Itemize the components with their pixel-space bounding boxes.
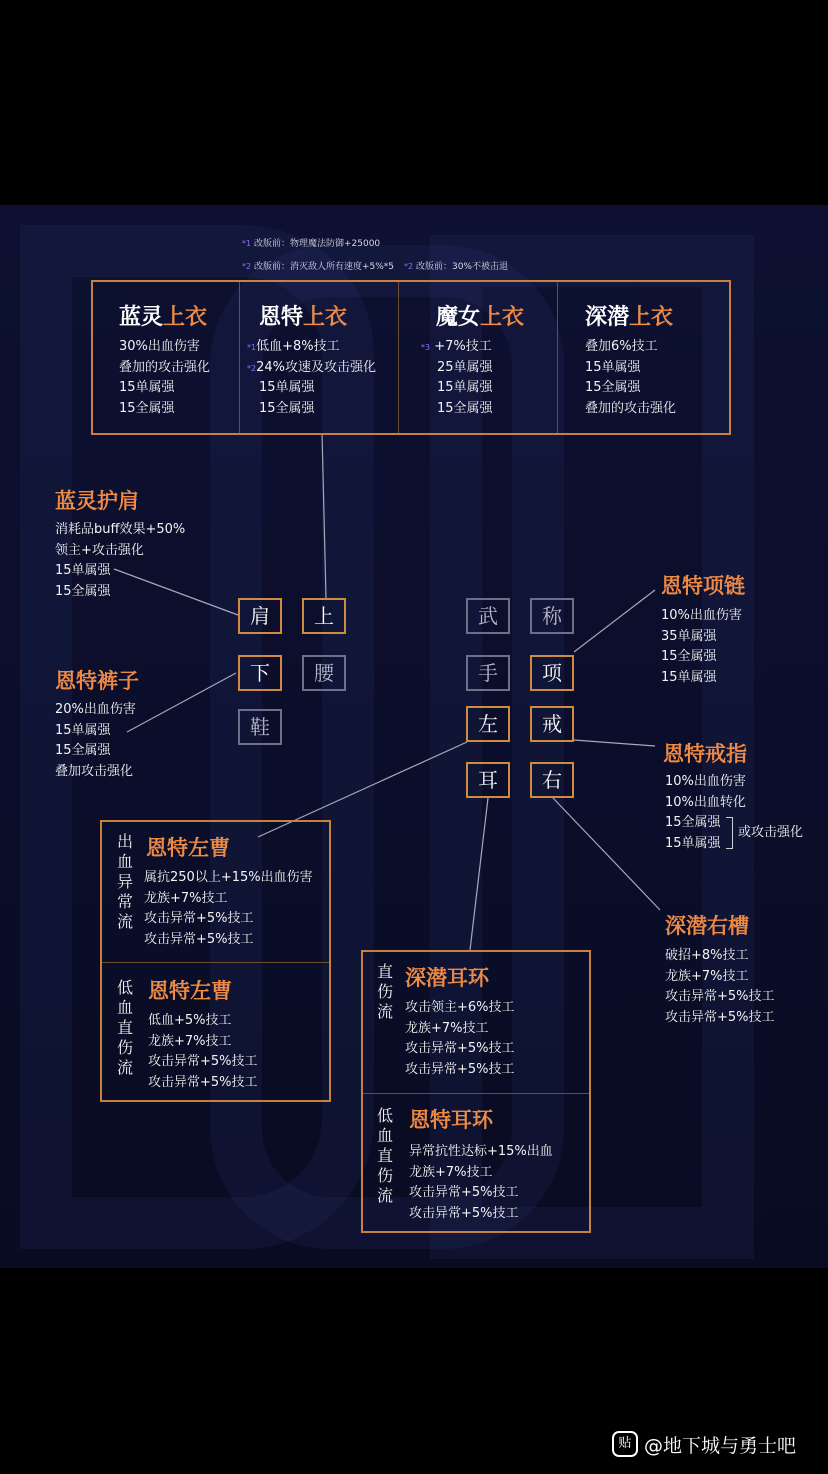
slot-ear[interactable]: 耳 bbox=[466, 762, 510, 798]
build-label: 低血直伤流 bbox=[376, 1106, 393, 1205]
pants-stats: 20%出血伤害 15单属强 15全属强 叠加攻击强化 bbox=[55, 702, 136, 779]
slot-ring[interactable]: 戒 bbox=[530, 706, 574, 742]
slot-top[interactable]: 上 bbox=[302, 598, 346, 634]
slot-weapon[interactable]: 武 bbox=[466, 598, 510, 634]
top-armor-stats: 叠加6%技工 15单属强 15全属强 叠加的攻击强化 bbox=[585, 339, 677, 416]
watermark-text: @地下城与勇士吧 bbox=[644, 1434, 797, 1457]
ring-note-bracket bbox=[726, 817, 733, 849]
ring-title: 恩特戒指 bbox=[663, 742, 747, 766]
left-slot-box bbox=[100, 820, 331, 1102]
left-slot-title: 恩特左曹 bbox=[148, 979, 232, 1003]
slot-necklace[interactable]: 项 bbox=[530, 655, 574, 691]
right-slot-title: 深潜右槽 bbox=[665, 914, 749, 938]
shoulder-stats: 消耗品buff效果+50% 领主+攻击强化 15单属强 15全属强 bbox=[55, 522, 186, 599]
slot-pants[interactable]: 下 bbox=[238, 655, 282, 691]
earring-title: 深潜耳环 bbox=[405, 966, 489, 990]
line-ring-to-slot bbox=[574, 740, 655, 746]
slot-right[interactable]: 右 bbox=[530, 762, 574, 798]
slot-belt[interactable]: 腰 bbox=[302, 655, 346, 691]
left-slot-divider bbox=[102, 962, 329, 963]
tieba-logo-icon: 贴 bbox=[612, 1431, 638, 1457]
line-ear-to-slot bbox=[470, 798, 488, 950]
earring-title: 恩特耳环 bbox=[409, 1108, 493, 1132]
top-armor-stats: 30%出血伤害 叠加的攻击强化 15单属强 15全属强 bbox=[119, 339, 211, 416]
watermark bbox=[612, 1429, 796, 1459]
slot-hand[interactable]: 手 bbox=[466, 655, 510, 691]
left-slot-title: 恩特左曹 bbox=[146, 836, 230, 860]
column-divider bbox=[557, 282, 558, 433]
line-pants-to-slot bbox=[127, 673, 236, 732]
slot-title[interactable]: 称 bbox=[530, 598, 574, 634]
necklace-title: 恩特项链 bbox=[661, 574, 745, 598]
top-armor-box bbox=[91, 280, 731, 435]
column-divider bbox=[239, 282, 240, 433]
footnote-2: *2 改版前：消灭敌人所有速度+5%*5 bbox=[242, 262, 395, 272]
footnote-1: *1 改版前：物理魔法防御+25000 bbox=[242, 239, 381, 249]
build-label: 低血直伤流 bbox=[116, 978, 133, 1077]
top-armor-title: 魔女上衣 bbox=[436, 305, 525, 330]
top-armor-stats: *1低血+8%技工 *224%攻速及攻击强化 15单属强 15全属强 bbox=[247, 339, 376, 416]
shoulder-title: 蓝灵护肩 bbox=[55, 489, 139, 513]
ring-note: 或攻击强化 bbox=[738, 825, 804, 840]
build-label: 出血异常流 bbox=[116, 832, 133, 931]
top-armor-stats: *3 +7%技工 25单属强 15单属强 15全属强 bbox=[421, 339, 493, 416]
line-right-to-slot bbox=[553, 798, 660, 910]
earring-box bbox=[361, 950, 591, 1233]
slot-left[interactable]: 左 bbox=[466, 706, 510, 742]
line-necklace-to-slot bbox=[574, 590, 655, 652]
earring-stats: 异常抗性达标+15%出血 龙族+7%技工 攻击异常+5%技工 攻击异常+5%技工 bbox=[409, 1144, 553, 1221]
ring-stats: 10%出血伤害 10%出血转化 15全属强 15单属强 bbox=[665, 774, 746, 851]
right-slot-stats: 破招+8%技工 龙族+7%技工 攻击异常+5%技工 攻击异常+5%技工 bbox=[665, 948, 775, 1025]
pants-title: 恩特裤子 bbox=[55, 669, 139, 693]
left-slot-stats: 属抗250以上+15%出血伤害 龙族+7%技工 攻击异常+5%技工 攻击异常+5%技工 bbox=[144, 870, 313, 947]
necklace-stats: 10%出血伤害 35单属强 15全属强 15单属强 bbox=[661, 608, 742, 685]
slot-shoulder[interactable]: 肩 bbox=[238, 598, 282, 634]
build-label: 直伤流 bbox=[376, 962, 393, 1021]
line-top-to-slot bbox=[322, 433, 326, 598]
earring-stats: 攻击领主+6%技工 龙族+7%技工 攻击异常+5%技工 攻击异常+5%技工 bbox=[405, 1000, 515, 1077]
column-divider bbox=[398, 282, 399, 433]
left-slot-stats: 低血+5%技工 龙族+7%技工 攻击异常+5%技工 攻击异常+5%技工 bbox=[148, 1013, 258, 1090]
footnote-3: *2 改版前：30%不被击退 bbox=[404, 262, 508, 272]
slot-shoes[interactable]: 鞋 bbox=[238, 709, 282, 745]
top-armor-title: 恩特上衣 bbox=[259, 305, 348, 330]
top-armor-title: 蓝灵上衣 bbox=[119, 305, 208, 330]
top-armor-title: 深潜上衣 bbox=[585, 305, 674, 330]
earring-divider bbox=[363, 1093, 589, 1094]
